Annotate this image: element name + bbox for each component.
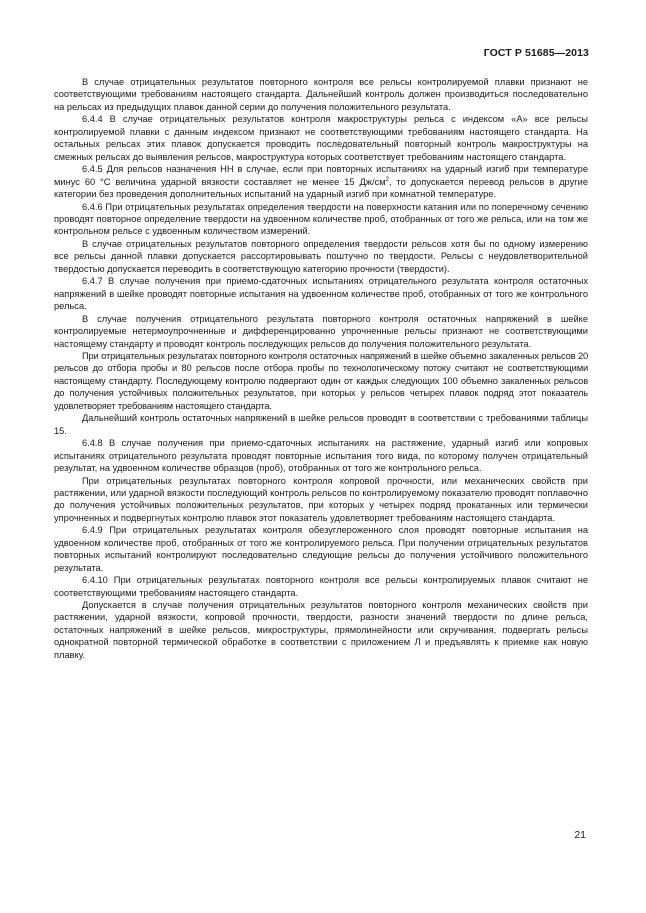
paragraph: В случае отрицательных результатов повторного определения твердости рельсов хотя бы по одному измерению все рельсы данной плавки допускается рассортировывать поштучно по твердости. Рельсы с неудовлетворительной твердостью допускается переводить в соответствующую категорию прочности (твердости). [54,238,588,274]
paragraph: При отрицательных результатах повторного контроля копровой прочности, или механических свойств при растяжении, или ударной вязкости последующий контроль рельсов по контролируемому показателю проводят поплавочно до получения устойчивых положительных результатов, при которых у четырех подряд прокатанных или термически упрочненных и подвергнутых контролю плавок этот показатель удовлетворяет требованиям настоящего стандарта. [54,475,588,523]
paragraph: Допускается в случае получения отрицательных результатов повторного контроля механических свойств при растяжении, ударной вязкости, копровой прочности, твердости, разности значений твердости по длине рельса, остаточных напряжений в шейке рельсов, микроструктуры, прямолинейности или скручивания, подвергать рельсы однократной повторной термической обработке в соответствии с приложением Л и предъявлять к приемке как новую плавку. [54,600,588,660]
paragraph-6-4-7: 6.4.7 В случае получения при приемо-сдаточных испытаниях отрицательного результата контроля остаточных напряжений в шейке проводят повторные испытания на удвоенном количестве проб, отобранных от того же контрольного рельса. [54,276,588,312]
paragraph-6-4-5-text-cont: , то допускается перевод рельсов в другие категории без проведения дополнительных испытаний на ударный изгиб при комнатной температуре. [54,176,588,200]
page-number: 21 [574,829,586,841]
paragraph-6-4-5 [54,163,588,200]
document-body [54,76,588,661]
paragraph: При отрицательных результатах повторного контроля остаточных напряжений в шейке объемно закаленных рельсов 20 рельсов до отбора пробы и 80 рельсов после отбора пробы по технологическому потоку считают не соответствующими настоящему стандарту. Последующему контролю подвергают один от каждых следующих 100 объемно закаленных рельсов до получения устойчивых положительных результатов, при которых у рельсов четырех плавок подряд этот показатель удовлетворяет требованиям настоящего стандарта. [54,350,588,411]
paragraph-6-4-6: 6.4.6 При отрицательных результатах определения твердости на поверхности катания или по поперечному сечению проводят повторное определение твердости на удвоенном количестве проб, отобранных от того же рельса, или на том же контрольном рельсе с удвоенным количеством измерений. [54,201,588,237]
paragraph-6-4-5-text: 6.4.5 Для рельсов назначения НН в случае, если при повторных испытаниях на ударный изгиб при температуре минус 60 °С величина ударной вязкости составляет не менее 15 Дж/см [54,164,588,187]
paragraph: В случае отрицательных результатов повторного контроля все рельсы контролируемой плавки признают не соответствующими требованиям настоящего стандарта. Дальнейший контроль должен производиться последовательно на рельсах из предыдущих плавок данной серии до получения положительного результата. [54,77,588,112]
paragraph-6-4-9: 6.4.9 При отрицательных результатах контроля обезуглероженного слоя проводят повторные испытания на удвоенном количестве проб, отобранных от того же контролируемого рельса. При получении отрицательных результатов повторных испытаний контролируют последовательно следующие рельсы до получения устойчивого положительного результата. [54,525,588,573]
paragraph-6-4-10: 6.4.10 При отрицательных результатах повторного контроля все рельсы контролируемых плавок считают не соответствующими требованиям настоящего стандарта. [54,575,588,598]
paragraph: В случае получения отрицательного результата повторного контроля остаточных напряжений в шейке контролируемые нетермоупрочненные и дифференцированно упрочненные рельсы признают не соответствующими настоящему стандарту и проводят контроль последующих рельсов до получения положительного результата. [54,313,588,349]
paragraph-6-4-8: 6.4.8 В случае получения при приемо-сдаточных испытаниях на растяжение, ударный изгиб или копровых испытаниях отрицательного результата проводят повторные испытания того вида, по которому получен отрицательный результат, на удвоенном количестве образцов (проб), отобранных от того же контрольного рельса. [54,438,588,474]
paragraph-6-4-4: 6.4.4 В случае отрицательных результатов контроля макроструктуры рельса с индексом «А» все рельсы контролируемой плавки с данным индексом признают не соответствующими требованиям настоящего стандарта. На остальных рельсах этих плавок допускается проводить последовательный повторный контроль макроструктуры на смежных рельсах до выявления рельсов, макроструктура которых соответствует требованиям настоящего стандарта. [54,114,588,162]
document-header-standard-id: ГОСТ Р 51685—2013 [483,47,589,59]
superscript-exponent: 2 [385,176,389,183]
paragraph: Дальнейший контроль остаточных напряжений в шейке рельсов проводят в соответствии с требованиями таблицы 15. [54,413,588,436]
